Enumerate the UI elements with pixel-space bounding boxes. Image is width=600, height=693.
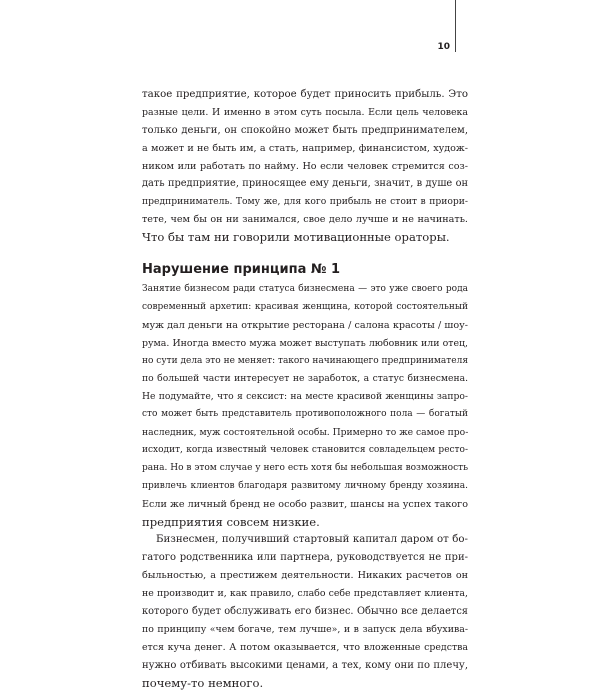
- page-number: 10: [437, 42, 450, 52]
- text-line: по большей части интересует не заработок, а статус бизнесмена.: [142, 373, 468, 385]
- body-text: [142, 86, 468, 693]
- text-line: не производит и, как правило, слабо себе представляет клиента,: [142, 588, 468, 600]
- text-line: рана. Но в этом случае у него есть хотя бы небольшая возможность: [142, 462, 468, 473]
- text-line: нужно отбивать высокими ценами, а тех, кому они по плечу,: [142, 659, 468, 671]
- text-line: исходит, когда известный человек становится совладельцем ресто-: [142, 445, 468, 456]
- text-line: привлечь клиентов благодаря развитому личному бренду хозяина.: [142, 480, 468, 491]
- text-line: Что бы там ни говорили мотивационные ораторы.: [142, 230, 450, 245]
- text-line: быльностью, а престижем деятельности. Никаких расчетов он: [142, 570, 468, 582]
- text-line: сто может быть представитель противоположного пола — богатый: [142, 409, 468, 420]
- section-spacer: [142, 247, 468, 259]
- text-line: почему-то немного.: [142, 675, 264, 690]
- text-line: гатого родственника или партнера, руководствуется не при-: [142, 552, 468, 564]
- text-line: предприятия совсем низкие.: [142, 514, 320, 529]
- paragraph-archetype: [142, 281, 468, 531]
- text-line: Занятие бизнесом ради статуса бизнесмена — это уже своего рода: [142, 284, 468, 295]
- text-line: тете, чем бы он ни занимался, свое дело лучше и не начинать.: [142, 214, 468, 226]
- text-line: по принципу «чем богаче, тем лучше», и в запуск дела вбухива-: [142, 623, 468, 635]
- paragraph-intro: [142, 86, 468, 247]
- text-line: ником или работать по найму. Но если человек стремится соз-: [142, 160, 468, 172]
- text-line: Если же личный бренд не особо развит, шансы на успех такого: [142, 498, 468, 510]
- text-line: Не подумайте, что я сексист: на месте красивой женщины запро-: [142, 391, 468, 403]
- text-line: только деньги, он спокойно может быть предпринимателем,: [142, 124, 468, 136]
- text-line: дать предприятие, приносящее ему деньги, значит, в душе он: [142, 178, 468, 190]
- text-line: но сути дела это не меняет: такого начинающего предпринимателя: [142, 355, 468, 366]
- page-edge-rule: [455, 0, 456, 52]
- text-line: Бизнесмен, получивший стартовый капитал даром от бо-: [156, 534, 468, 546]
- text-line: такое предприятие, которое будет приносить прибыль. Это: [142, 89, 468, 100]
- text-line: муж дал деньги на открытие ресторана / салона красоты / шоу-: [142, 319, 468, 331]
- text-line: ется куча денег. А потом оказывается, что вложенные средства: [142, 641, 468, 653]
- section-heading: Нарушение принципа № 1: [142, 262, 341, 278]
- text-line: разные цели. И именно в этом суть посыла. Если цель человека: [142, 106, 468, 118]
- text-line: которого будет обслуживать его бизнес. Обычно все делается: [142, 606, 468, 618]
- text-line: современный архетип: красивая женщина, которой состоятельный: [142, 301, 468, 312]
- text-line: наследник, муж состоятельной особы. Примерно то же самое про-: [142, 427, 469, 439]
- text-line: предприниматель. Тому же, для кого прибыль не стоит в приори-: [142, 196, 468, 208]
- paragraph-businessman: [142, 531, 468, 692]
- text-line: рума. Иногда вместо мужа может выступать любовник или отец,: [142, 337, 468, 349]
- text-line: а может и не быть им, а стать, например, финансистом, худож-: [142, 142, 468, 154]
